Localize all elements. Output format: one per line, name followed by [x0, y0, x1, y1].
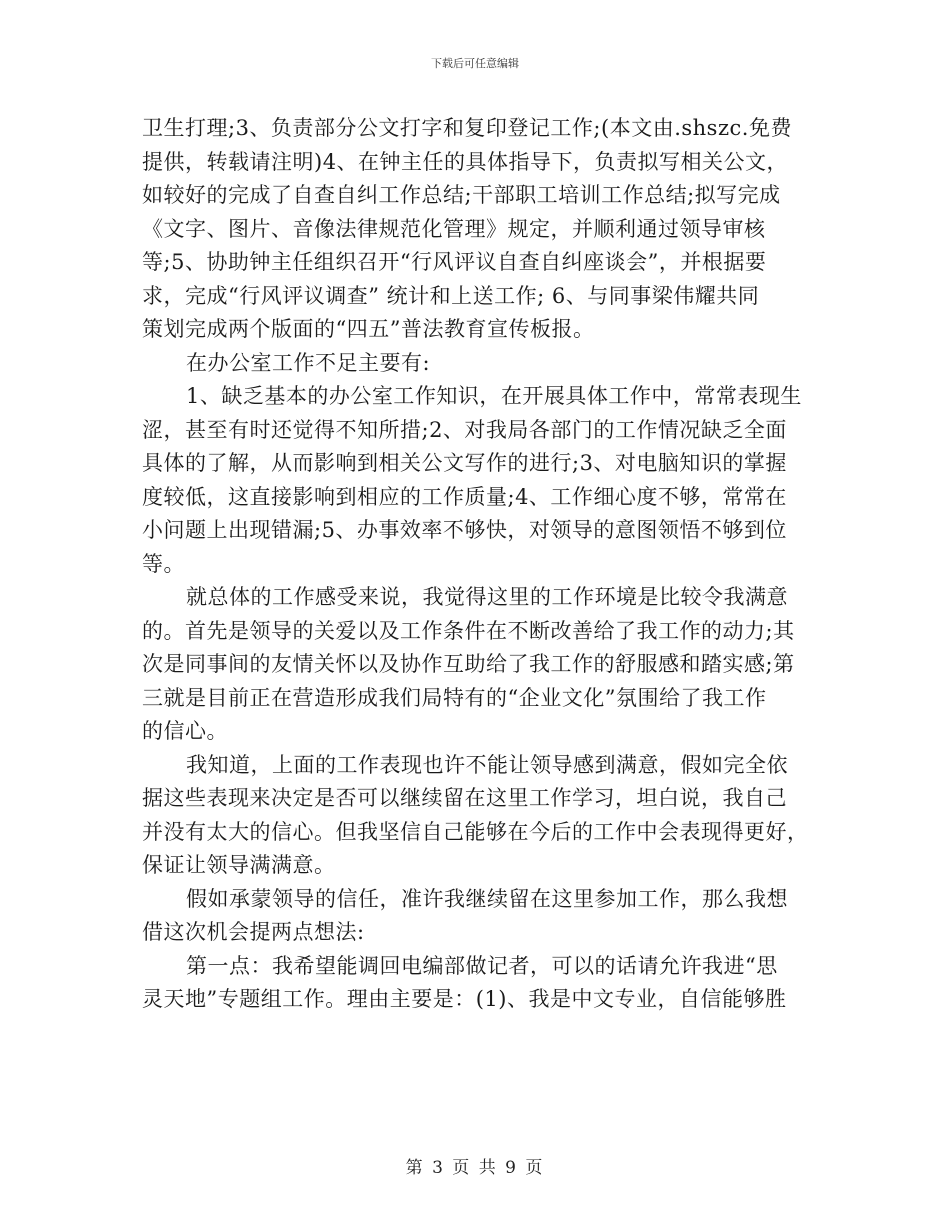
- text-line: 《文字、图片、音像法律规范化管理》规定，并顺利通过领导审核: [142, 216, 766, 241]
- text-line: 借这次机会提两点想法:: [142, 920, 365, 944]
- text-line: 的。首先是领导的关爱以及工作条件在不断改善给了我工作的动力;其: [142, 618, 795, 643]
- text-line: 度较低，这直接影响到相应的工作质量;4、工作细心度不够，常常在: [142, 484, 787, 509]
- text-line: 并没有太大的信心。但我坚信自己能够在今后的工作中会表现得更好，: [142, 819, 809, 844]
- page-footer: 第 3 页 共 9 页: [405, 1158, 545, 1178]
- body-text: [142, 112, 809, 1017]
- text-line: 卫生打理;3、负责部分公文打字和复印登记工作;(本文由.shszc.免费: [142, 116, 792, 140]
- text-line: 的信心。: [142, 719, 228, 743]
- text-line: 我知道，上面的工作表现也许不能让领导感到满意，假如完全依: [186, 752, 788, 777]
- text-line: 求，完成“行风评议调查” 统计和上送工作; 6、与同事梁伟耀共同: [142, 283, 760, 308]
- text-line: 灵天地”专题组工作。理由主要是：(1)、我是中文专业，自信能够胜: [142, 987, 787, 1011]
- text-line: 保证让领导满满意。: [142, 853, 336, 877]
- text-line: 次是同事间的友情关怀以及协作互助给了我工作的舒服感和踏实感;第: [142, 652, 795, 676]
- text-line: 在办公室工作不足主要有:: [186, 350, 431, 375]
- text-line: 具体的了解，从而影响到相关公文写作的进行;3、对电脑知识的掌握: [142, 451, 787, 475]
- text-line: 1、缺乏基本的办公室工作知识，在开展具体工作中，常常表现生: [186, 384, 802, 408]
- text-line: 小问题上出现错漏;5、办事效率不够快，对领导的意图领悟不够到位: [142, 518, 787, 542]
- text-line: 涩，甚至有时还觉得不知所措;2、对我局各部门的工作情况缺乏全面: [142, 417, 787, 442]
- page-header: 下载后可任意编辑: [431, 57, 519, 70]
- text-line: 三就是目前正在营造形成我们局特有的“企业文化”氛围给了我工作: [142, 685, 767, 710]
- text-line: 提供，转载请注明)4、在钟主任的具体指导下，负责拟写相关公文，: [142, 149, 789, 174]
- text-line: 第一点：我希望能调回电编部做记者，可以的话请允许我进“思: [186, 953, 778, 978]
- text-line: 等;5、协助钟主任组织召开“行风评议自查自纠座谈会”，并根据要: [142, 250, 767, 274]
- text-line: 等。: [142, 551, 185, 576]
- text-line: 策划完成两个版面的“四五”普法教育宣传板报。: [142, 317, 595, 341]
- text-line: 假如承蒙领导的信任，准许我继续留在这里参加工作，那么我想: [186, 886, 788, 911]
- text-line: 如较好的完成了自查自纠工作总结;干部职工培训工作总结;拟写完成: [142, 183, 781, 207]
- text-line: 就总体的工作感受来说，我觉得这里的工作环境是比较令我满意: [186, 585, 788, 609]
- text-line: 据这些表现来决定是否可以继续留在这里工作学习，坦白说，我自己: [142, 786, 787, 810]
